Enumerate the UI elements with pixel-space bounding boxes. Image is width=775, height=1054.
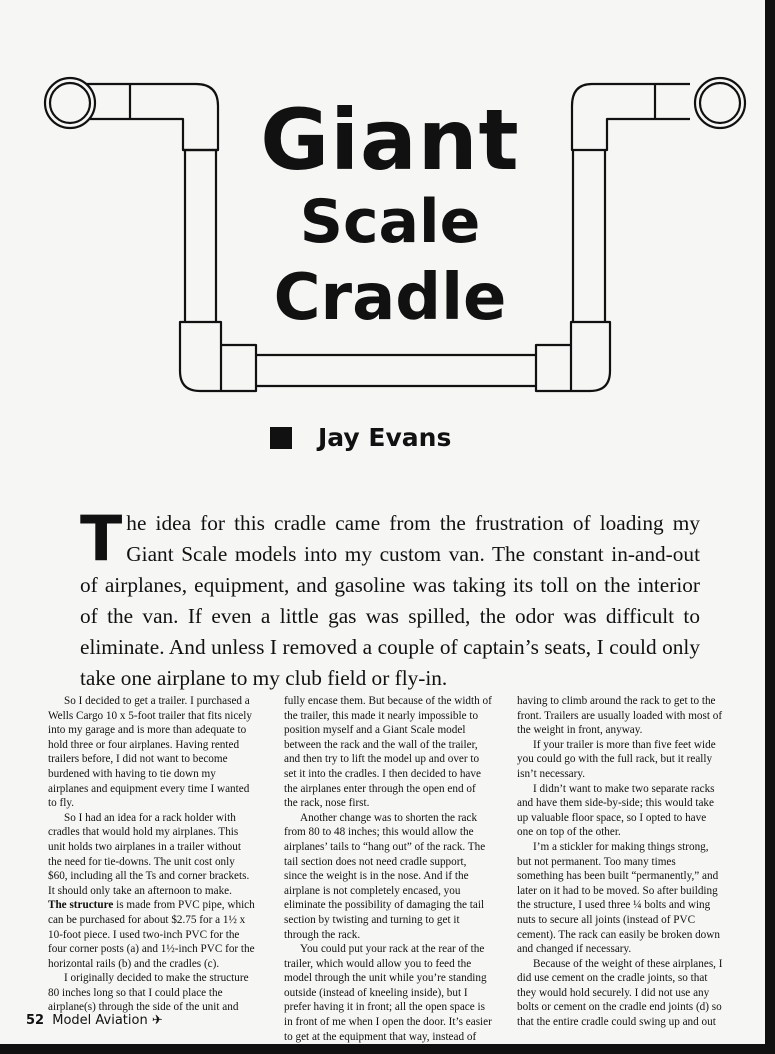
body-paragraph [517, 694, 725, 738]
body-paragraph [517, 738, 725, 782]
airplane-icon: ✈ [151, 1013, 163, 1028]
intro-paragraph [80, 502, 700, 694]
paragraph-text: I didn’t want to make two separate racks and have them side-by-side; this would take up valuable floor space, so I opted to have one on top of the other. [517, 782, 715, 839]
square-bullet-icon [270, 427, 292, 449]
paragraph-text: I originally decided to make the structure 80 inches long so that I could place the airplane(s) through the side of the unit and [48, 972, 249, 1014]
body-paragraph [284, 694, 492, 811]
body-column-2 [284, 694, 492, 1044]
intro-text: he idea for this cradle came from the frustration of loading my Giant Scale models into my custom van. The constant in-and-out of airplanes, equipment, and gasoline was taking its toll on the interior of the van. If even a little gas was spilled, the odor was difficult to eliminate. And unless I removed a couple of captain’s seats, I could only take one airplane to my club field or fly-in. [80, 511, 700, 690]
paragraph-text: So I had an idea for a rack holder with cradles that would hold my airplanes. This unit holds two airplanes in a trailer without the need for tie-downs. The unit cost only $60, including all the Ts and corner brackets. It should only take an afternoon to make. [48, 811, 250, 897]
paragraph-text: Because of the weight of these airplanes, I did use cement on the cradle joints, so that they would hold securely. I did not use any bolts or cement on the cradle end joints (d) so that the entire cradle could swing up and out [517, 957, 723, 1029]
paragraph-text: fully encase them. But because of the width of the trailer, this made it nearly impossible to position myself and a Giant Scale model between the rack and the wall of the trailer, and then try to lift the model up and over to set it into the cradles. I then decided to have the airplanes enter through the open end of the rack, nose first. [284, 695, 492, 810]
paragraph-text: is made from PVC pipe, which can be purchased for about $2.75 for a 1½ x 10-foot piece. I used two-inch PVC for the four corner posts (a) and 1½-inch PVC for the horizontal rails (b) and the cradles (c). [48, 899, 255, 970]
body-paragraph [48, 971, 256, 1015]
title-line-2: Scale [299, 187, 481, 257]
paragraph-text: having to climb around the rack to get to the front. Trailers are usually loaded with most of the weight in front, anyway. [517, 695, 723, 737]
drop-cap: T [80, 502, 123, 575]
paragraph-text: You could put your rack at the rear of the trailer, which would allow you to feed the model through the unit while you’re standing outside (instead of kneeling inside), but I prefer having it in front; all the open space is in front of me when I open the door. It’s easier to get at the equipment that way, instead of [284, 943, 492, 1043]
body-paragraph [284, 942, 492, 1044]
title-line-1: Giant [260, 91, 520, 189]
paragraph-text: If your trailer is more than five feet wide you could go with the full rack, but it really isn’t necessary. [517, 738, 716, 780]
body-paragraph [48, 898, 256, 971]
body-paragraph [48, 811, 256, 899]
body-paragraph [517, 957, 725, 1030]
page-number: 52 [26, 1013, 45, 1028]
page-footer [26, 1013, 163, 1028]
body-column-3 [517, 694, 725, 1030]
body-paragraph [284, 811, 492, 942]
magazine-name: Model Aviation [52, 1013, 148, 1028]
section-lead-in: The structure [48, 899, 114, 912]
byline [270, 423, 451, 452]
title-line-3: Cradle [273, 261, 507, 335]
paragraph-text: So I decided to get a trailer. I purchased a Wells Cargo 10 x 5-foot trailer that fits nicely into my garage and is more than adequate to hold three or four airplanes. Having rented trailers before, I did not want to become burdened with having to tie down my airplanes and equipment every time I wanted to fly. [48, 695, 252, 810]
author-name: Jay Evans [318, 423, 452, 452]
paragraph-text: Another change was to shorten the rack from 80 to 48 inches; this would allow the airplanes’ tails to “hang out” of the rack. The tail section does not need cradle support, since the weight is in the nose. And if the airplane is not completely encased, you eliminate the possibility of damaging the tail section by twisting and turning to get it through the rack. [284, 811, 486, 941]
body-paragraph [517, 782, 725, 840]
body-paragraph [48, 694, 256, 811]
paragraph-text: I’m a stickler for making things strong, but not permanent. Too many times something has been built “permanently,” and later on it had to be moved. So after building the structure, I used three ¼ bolts and wing nuts to secure all joints (instead of PVC cement). The rack can easily be broken down and changed if necessary. [517, 840, 720, 956]
body-column-1 [48, 694, 256, 1015]
body-paragraph [517, 840, 725, 957]
